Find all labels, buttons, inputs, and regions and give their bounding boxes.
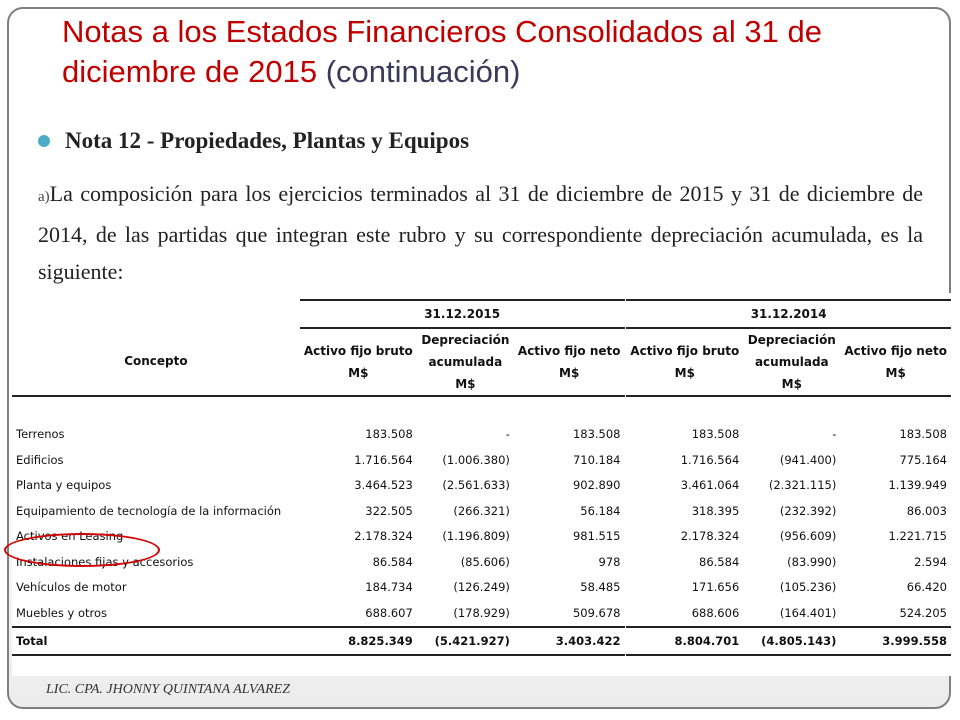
row-value: 978 xyxy=(598,554,621,569)
row-value: (941.400) xyxy=(779,452,837,467)
spacer-row xyxy=(12,396,951,422)
intro-paragraph xyxy=(38,175,923,290)
note-bullet xyxy=(38,128,469,154)
header-gross-2015 xyxy=(300,328,417,396)
row-value: (1.196.809) xyxy=(442,529,510,544)
row-value: 1.716.564 xyxy=(680,452,740,467)
row-value: 183.508 xyxy=(691,427,740,442)
year-header-blank xyxy=(12,300,300,328)
total-label: Total xyxy=(12,627,300,655)
table-row xyxy=(12,422,951,448)
row-concept: Activos en Leasing xyxy=(16,529,124,544)
header-gross-label: Activo fijo bruto xyxy=(303,343,413,358)
header-net-2014 xyxy=(840,328,951,396)
row-value: 322.505 xyxy=(365,503,413,518)
total-net-2014: 3.999.558 xyxy=(840,627,951,655)
year-header-2014: 31.12.2014 xyxy=(626,300,951,328)
table-row xyxy=(12,575,951,601)
row-concept: Terrenos xyxy=(16,427,65,442)
row-value: 981.515 xyxy=(572,529,621,544)
row-value: (956.609) xyxy=(779,529,837,544)
title-continuation: (continuación) xyxy=(325,54,521,89)
row-value: 3.461.064 xyxy=(680,478,740,493)
table-row xyxy=(12,473,951,499)
total-net-2015: 3.403.422 xyxy=(514,627,625,655)
year-header-row xyxy=(12,300,951,328)
header-gross-2014 xyxy=(626,328,743,396)
header-gross-label: Activo fijo bruto xyxy=(630,343,740,358)
row-value: (105.236) xyxy=(779,580,837,595)
header-dep-2015 xyxy=(417,328,514,396)
row-value: (266.321) xyxy=(453,503,510,518)
row-value: (164.401) xyxy=(779,605,837,620)
row-value: 184.734 xyxy=(365,580,413,595)
row-value: 2.594 xyxy=(914,554,947,569)
row-value: (2.321.115) xyxy=(768,478,837,493)
row-value: 1.221.715 xyxy=(888,529,947,544)
column-header-row xyxy=(12,328,951,396)
footer-author: LIC. CPA. JHONNY QUINTANA ALVAREZ xyxy=(46,682,290,697)
paragraph-text: La composición para los ejercicios terminados al 31 de diciembre de 2015 y 31 de diciembre de 2014, de las partidas que integran este rubro y su correspondiente depreciación acumulada, es la siguiente: xyxy=(38,181,923,284)
row-value: 86.584 xyxy=(699,554,740,569)
table-row xyxy=(12,498,951,524)
row-value: 86.003 xyxy=(906,503,947,518)
row-value: 3.464.523 xyxy=(354,478,413,493)
row-value: (83.990) xyxy=(787,554,837,569)
total-dep-2014: (4.805.143) xyxy=(743,627,840,655)
concept-header: Concepto xyxy=(12,328,300,396)
year-header-2015: 31.12.2015 xyxy=(300,300,625,328)
row-value: 710.184 xyxy=(572,452,621,467)
row-value: 183.508 xyxy=(899,427,947,442)
header-dep-label2: acumulada xyxy=(428,354,503,369)
row-value: 58.485 xyxy=(580,580,621,595)
row-concept: Equipamiento de tecnología de la información xyxy=(16,503,282,518)
row-concept: Muebles y otros xyxy=(16,605,108,620)
header-dep-label2: acumulada xyxy=(754,354,829,369)
total-row xyxy=(12,627,951,655)
row-value: 524.205 xyxy=(899,605,947,620)
row-value: 66.420 xyxy=(906,580,947,595)
row-value: 775.164 xyxy=(899,452,947,467)
row-concept: Instalaciones fijas y accesorios xyxy=(16,554,194,569)
row-value: 1.139.949 xyxy=(888,478,947,493)
ppe-table xyxy=(12,299,951,656)
financial-table-container xyxy=(12,293,951,676)
row-value: (1.006.380) xyxy=(442,452,510,467)
row-value: (126.249) xyxy=(453,580,510,595)
note-heading: Nota 12 - Propiedades, Plantas y Equipos xyxy=(65,128,470,153)
header-net-unit: M$ xyxy=(559,365,580,380)
row-value: 2.178.324 xyxy=(354,529,413,544)
total-gross-2015: 8.825.349 xyxy=(300,627,417,655)
row-value: 902.890 xyxy=(572,478,621,493)
header-net-label: Activo fijo neto xyxy=(517,343,621,358)
row-value: (232.392) xyxy=(779,503,837,518)
leasing-highlight-oval xyxy=(4,533,160,567)
header-dep-label1: Depreciación xyxy=(747,332,836,347)
row-value: (178.929) xyxy=(453,605,510,620)
header-dep-2014 xyxy=(743,328,840,396)
row-concept: Edificios xyxy=(16,452,64,467)
row-value: 688.606 xyxy=(691,605,740,620)
total-gross-2014: 8.804.701 xyxy=(626,627,743,655)
title-main: Notas a los Estados Financieros Consolidados al 31 de diciembre de 2015 xyxy=(62,14,822,89)
table-row xyxy=(12,447,951,473)
row-concept: Planta y equipos xyxy=(16,478,112,493)
header-gross-unit: M$ xyxy=(674,365,695,380)
row-value: 56.184 xyxy=(580,503,621,518)
header-dep-label1: Depreciación xyxy=(421,332,510,347)
row-concept: Vehículos de motor xyxy=(16,580,127,595)
header-gross-unit: M$ xyxy=(348,365,369,380)
paragraph-prefix: a) xyxy=(38,189,50,205)
table-row xyxy=(12,600,951,627)
bullet-dot-icon xyxy=(38,135,50,147)
header-net-unit: M$ xyxy=(885,365,906,380)
header-dep-unit: M$ xyxy=(781,376,802,391)
row-value: 183.508 xyxy=(572,427,621,442)
row-value: 318.395 xyxy=(691,503,740,518)
row-value: 171.656 xyxy=(691,580,740,595)
total-dep-2015: (5.421.927) xyxy=(417,627,514,655)
row-value: - xyxy=(832,427,837,442)
table-body xyxy=(12,422,951,627)
row-value: 183.508 xyxy=(365,427,413,442)
row-value: 509.678 xyxy=(572,605,621,620)
header-dep-unit: M$ xyxy=(455,376,476,391)
row-value: 86.584 xyxy=(372,554,413,569)
row-value: 688.607 xyxy=(365,605,413,620)
row-value: 1.716.564 xyxy=(354,452,413,467)
header-net-label: Activo fijo neto xyxy=(844,343,947,358)
row-value: (2.561.633) xyxy=(442,478,510,493)
slide-title xyxy=(62,12,922,92)
spacer-cell xyxy=(12,396,951,422)
row-value: - xyxy=(505,427,510,442)
header-net-2015 xyxy=(514,328,625,396)
row-value: (85.606) xyxy=(460,554,510,569)
row-value: 2.178.324 xyxy=(680,529,740,544)
